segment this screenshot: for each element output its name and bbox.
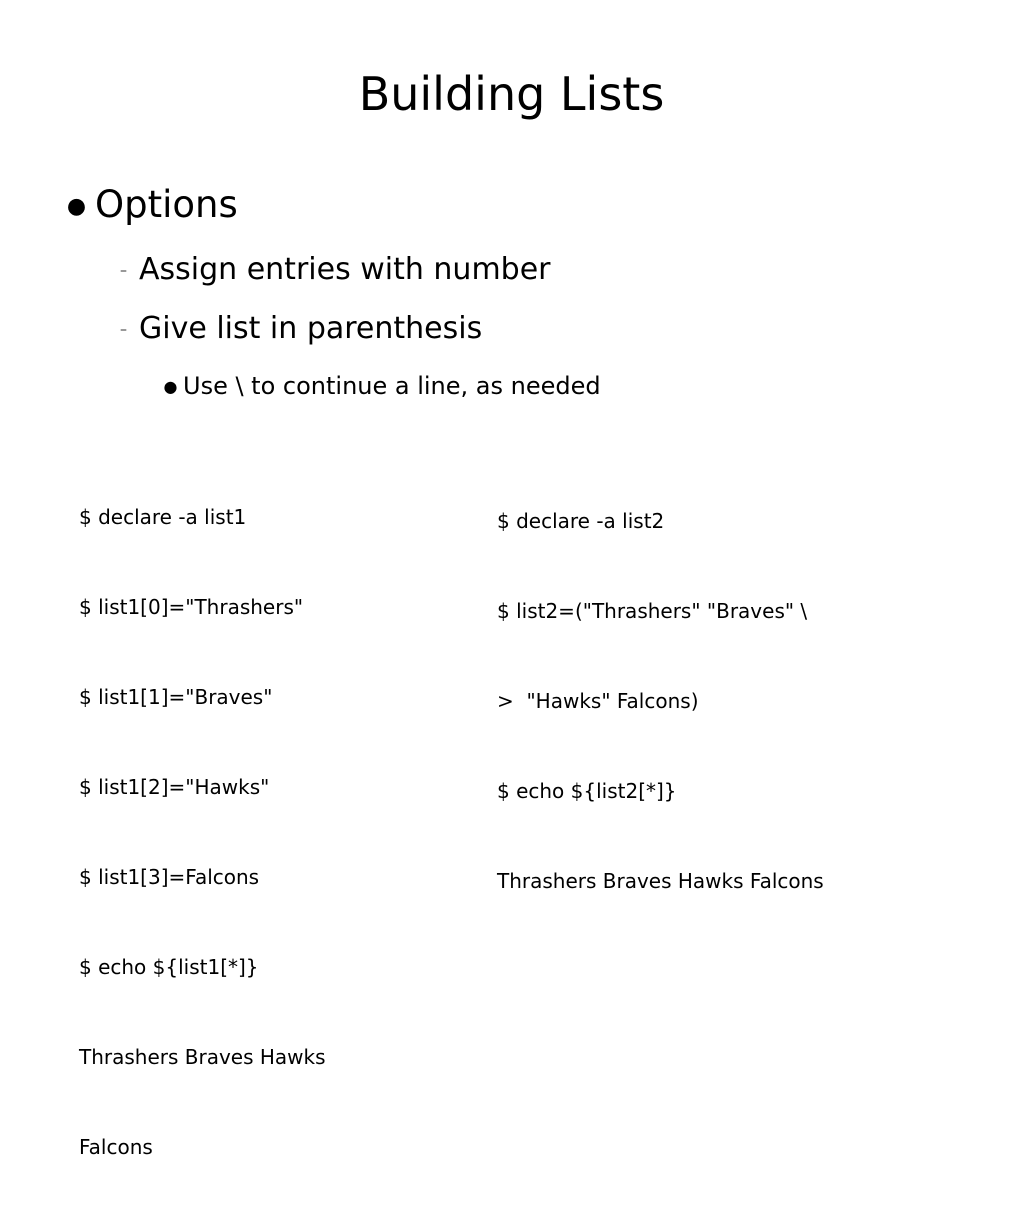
code-line: $ list1[1]="Braves" [79,685,273,709]
code-line: > "Hawks" Falcons) [497,689,699,713]
code-line: $ echo ${list1[*]} [79,955,259,979]
code-line: $ declare -a list2 [497,509,665,533]
code-line: $ list1[2]="Hawks" [79,775,270,799]
code-line: $ declare -a list1 [79,505,247,529]
code-line: $ echo ${list2[*]} [497,779,677,803]
dash-icon: – [120,262,127,279]
example-list1 [79,442,326,1222]
sub-bullet-text: Assign entries with number [139,252,551,287]
code-line: Thrashers Braves Hawks [79,1045,326,1069]
code-line: Falcons [79,1135,153,1159]
bullet-dot-icon: ● [163,377,178,396]
code-line: $ list2=("Thrashers" "Braves" \ [497,599,808,623]
code-line: Thrashers Braves Hawks Falcons [497,869,824,893]
example-list2 [497,446,824,956]
bullet-options [58,180,238,232]
bullet-text: Options [95,183,238,226]
bullet-dot-icon: ● [66,193,87,219]
dash-icon: – [120,321,127,338]
sub-bullet-assign [108,248,551,293]
code-line: $ list1[3]=Falcons [79,865,260,889]
sub-sub-bullet-continue [158,367,601,406]
sub-sub-bullet-text: Use \ to continue a line, as needed [183,372,601,400]
slide-title: Building Lists [358,67,665,121]
sub-bullet-text: Give list in parenthesis [139,311,483,346]
sub-bullet-parenthesis [108,307,482,352]
code-line: $ list1[0]="Thrashers" [79,595,304,619]
